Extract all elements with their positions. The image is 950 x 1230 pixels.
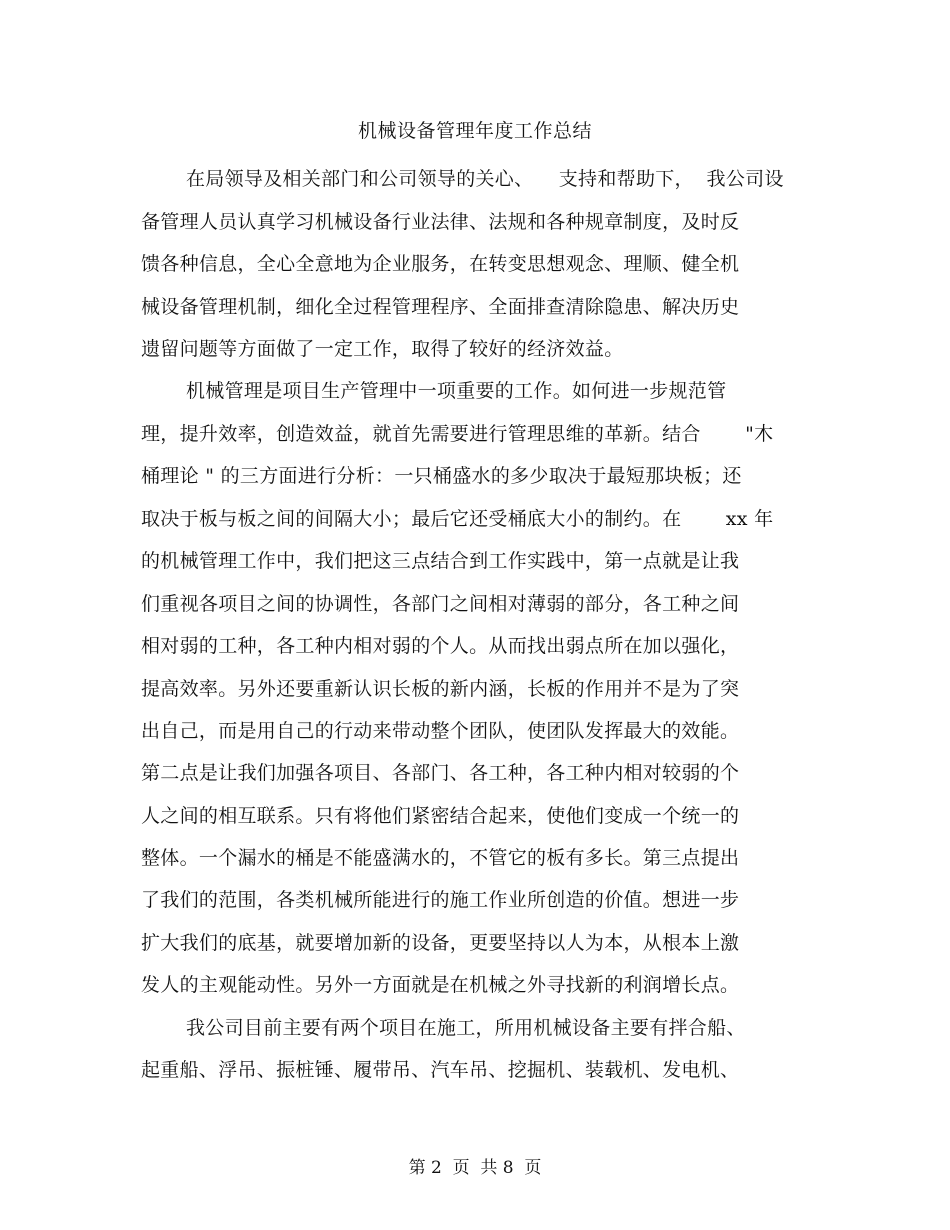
text-line: 发人的主观能动性。另外一方面就是在机械之外寻找新的利润增长点。: [141, 974, 740, 996]
text-line: 馈各种信息，全心全意地为企业服务，在转变思想观念、理顺、健全机: [141, 253, 740, 275]
text-line: 的机械管理工作中，我们把这三点结合到工作实践中，第一点就是让我: [141, 550, 740, 572]
page-number: 第 2 页 共 8 页: [408, 1158, 542, 1178]
text-line: 备管理人员认真学习机械设备行业法律、法规和各种规章制度，及时反: [141, 211, 740, 233]
text-line: 提高效率。另外还要重新认识长板的新内涵，长板的作用并不是为了突: [141, 678, 740, 700]
text-line: 们重视各项目之间的协调性，各部门之间相对薄弱的部分，各工种之间: [141, 593, 740, 615]
text-line: 遗留问题等方面做了一定工作，取得了较好的经济效益。: [141, 338, 624, 360]
text-line: 相对弱的工种，各工种内相对弱的个人。从而找出弱点所在加以强化，: [141, 635, 740, 657]
text-line: 扩大我们的底基，就要增加新的设备，更要坚持以人为本，从根本上激: [141, 932, 740, 954]
text-line: 整体。一个漏水的桶是不能盛满水的，不管它的板有多长。第三点提出: [141, 847, 740, 869]
text-line: 理，提升效率，创造效益，就首先需要进行管理思维的革新。结合 "木: [141, 423, 774, 445]
text-line: 桶理论 " 的三方面进行分析：一只桶盛水的多少取决于最短那块板；还: [141, 465, 742, 487]
text-line: 机械管理是项目生产管理中一项重要的工作。如何进一步规范管: [186, 380, 727, 402]
text-line: 我公司目前主要有两个项目在施工，所用机械设备主要有拌合船、: [186, 1017, 746, 1039]
text-line: 出自己，而是用自己的行动来带动整个团队，使团队发挥最大的效能。: [141, 720, 740, 742]
text-line: 在局领导及相关部门和公司领导的关心、 支持和帮助下， 我公司设: [186, 168, 784, 190]
text-line: 第二点是让我们加强各项目、各部门、各工种，各工种内相对较弱的个: [141, 762, 740, 784]
text-line: 取决于板与板之间的间隔大小；最后它还受桶底大小的制约。在 xx 年: [141, 508, 774, 530]
text-line: 人之间的相互联系。只有将他们紧密结合起来，使他们变成一个统一的: [141, 805, 740, 827]
text-line: 了我们的范围，各类机械所能进行的施工作业所创造的价值。想进一步: [141, 889, 740, 911]
text-line: 械设备管理机制，细化全过程管理程序、全面排查清除隐患、解决历史: [141, 296, 740, 318]
text-line: 起重船、浮吊、振桩锤、履带吊、汽车吊、挖掘机、装载机、发电机、: [141, 1059, 740, 1081]
document-title: 机械设备管理年度工作总结: [357, 120, 592, 142]
